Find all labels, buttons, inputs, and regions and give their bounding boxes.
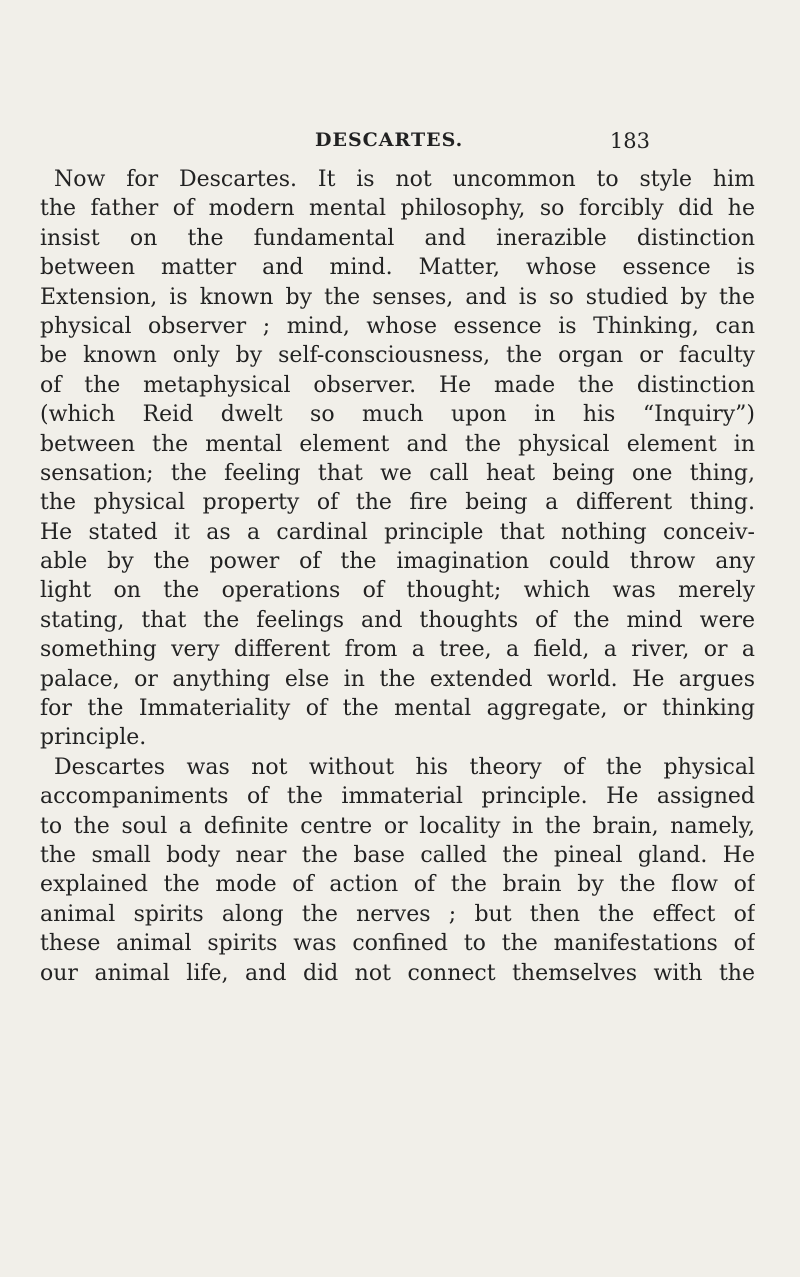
text-line: between matter and mind. Matter, whose essence is bbox=[40, 255, 755, 281]
text-line: Now for Descartes. It is not uncommon to style him bbox=[54, 167, 755, 192]
text-line: (which Reid dwelt so much upon in his “Inquiry”) bbox=[40, 402, 755, 428]
running-head bbox=[230, 129, 650, 159]
text-line: be known only by self-consciousness, the organ or faculty bbox=[40, 343, 755, 369]
running-title: DESCARTES. bbox=[315, 129, 464, 151]
text-line: the physical property of the fire being a different thing. bbox=[40, 490, 755, 516]
text-line: to the soul a definite centre or locality in the brain, namely, bbox=[40, 813, 755, 839]
text-line: principle. bbox=[40, 725, 147, 751]
text-line: explained the mode of action of the brain by the flow of bbox=[40, 872, 755, 898]
paragraph bbox=[40, 753, 755, 988]
text-line: physical observer ; mind, whose essence is Thinking, can bbox=[40, 313, 755, 339]
text-line: insist on the fundamental and inerazible distinction bbox=[40, 225, 755, 251]
body-text bbox=[40, 165, 755, 988]
paragraph bbox=[40, 165, 755, 753]
text-line: Descartes was not without his theory of the physical bbox=[54, 754, 755, 780]
text-line: accompaniments of the immaterial principle. He assigned bbox=[40, 784, 755, 810]
text-line: these animal spirits was confined to the manifestations of bbox=[40, 931, 755, 957]
text-line: of the metaphysical observer. He made the distinction bbox=[40, 372, 755, 398]
text-line: between the mental element and the physical element in bbox=[40, 431, 755, 457]
text-line: the small body near the base called the pineal gland. He bbox=[40, 842, 755, 868]
text-line: sensation; the feeling that we call heat being one thing, bbox=[40, 460, 755, 486]
page-number: 183 bbox=[609, 129, 650, 153]
text-line: He stated it as a cardinal principle that nothing conceiv- bbox=[40, 519, 755, 545]
text-line: light on the operations of thought; which was merely bbox=[40, 578, 755, 604]
text-line: Extension, is known by the senses, and is so studied by the bbox=[40, 284, 755, 310]
text-line: able by the power of the imagination could throw any bbox=[40, 549, 755, 575]
text-line: our animal life, and did not connect themselves with the bbox=[40, 960, 755, 986]
text-line: animal spirits along the nerves ; but then the effect of bbox=[40, 901, 755, 927]
text-line: palace, or anything else in the extended world. He argues bbox=[40, 666, 755, 692]
text-line: something very different from a tree, a field, a river, or a bbox=[40, 637, 755, 663]
text-line: for the Immateriality of the mental aggregate, or thinking bbox=[40, 696, 755, 722]
text-line: the father of modern mental philosophy, so forcibly did he bbox=[40, 196, 755, 222]
text-line: stating, that the feelings and thoughts of the mind were bbox=[40, 607, 755, 633]
